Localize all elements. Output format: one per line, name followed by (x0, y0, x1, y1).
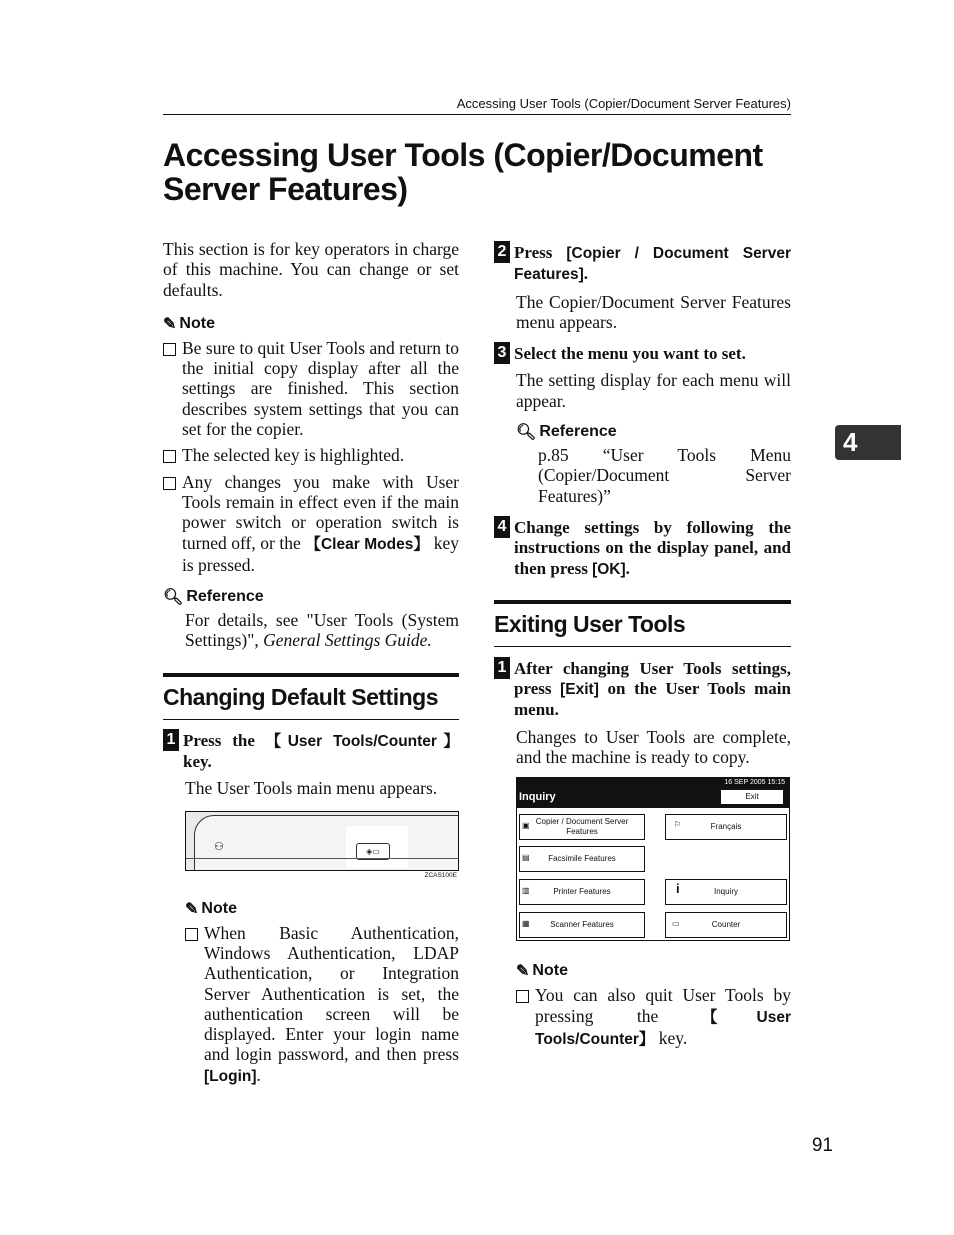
step-number: 1 (494, 657, 510, 679)
running-header: Accessing User Tools (Copier/Document Server Features) (163, 96, 791, 115)
step-1-exiting-description: Changes to User Tools are complete, and the machine is ready to copy. (516, 726, 791, 768)
step-3-description: The setting display for each menu will appear. (516, 370, 791, 411)
screen-scanner-button[interactable]: ▦ Scanner Features (519, 912, 645, 938)
reference-heading: 🔍︎ Reference (516, 423, 617, 442)
scanner-icon: ▦ (522, 919, 530, 929)
clear-modes-key: 【Clear Modes】 (305, 535, 430, 553)
user-tools-counter-button-icon: ◈▭ (356, 843, 390, 860)
list-item: Any changes you make with User Tools remain in effect even if the main power switch or operation switch is turned off, or the 【Clear Modes】 key is pressed. (163, 472, 459, 575)
screen-printer-button[interactable]: ▥ Printer Features (519, 879, 645, 905)
screen-copier-button[interactable]: ▣ Copier / Document Server Features (519, 814, 645, 840)
reference-heading: 🔍︎ Reference (163, 588, 264, 607)
page-number: 91 (811, 1135, 833, 1156)
ok-key: [OK] (592, 560, 626, 578)
reference-text: For details, see "User Tools (System Settings)", General Settings Guide. (185, 610, 459, 651)
list-item: The selected key is highlighted. (163, 445, 459, 465)
pencil-icon: ✎ (185, 900, 199, 918)
checkbox-bullet-icon (185, 928, 198, 941)
intro-paragraph: This section is for key operators in charge of this machine. You can change or set defaults. (163, 239, 459, 300)
step-1-changing: 1 Press the 【User Tools/Counter】 key. (163, 731, 459, 773)
chapter-tab: 4 (835, 425, 901, 460)
figure-caption: ZCAS100E (424, 871, 457, 879)
note-heading: ✎ Note (185, 899, 237, 918)
note-heading: ✎ Note (516, 962, 568, 981)
note-heading: ✎ Note (163, 314, 215, 333)
step-2: 2 Press [Copier / Document Server Features]. (494, 243, 791, 286)
checkbox-bullet-icon (163, 343, 176, 356)
control-panel-figure (185, 811, 459, 871)
screen-inquiry-button[interactable]: i Inquiry (665, 879, 787, 905)
step-1-description: The User Tools main menu appears. (185, 778, 438, 799)
language-icon: ⚐ (674, 820, 682, 830)
checkbox-bullet-icon (163, 450, 176, 463)
user-tools-counter-key: 【User Tools/Counter】 (265, 732, 460, 750)
magnifier-icon: 🔍︎ (163, 589, 184, 607)
counter-icon: ▭ (672, 919, 680, 929)
list-item: Be sure to quit User Tools and return to the initial copy display after all the settings are finished. This section describes system settings that you can set for the copier. (163, 338, 459, 439)
screen-datetime: 16 SEP 2005 15:15 (517, 778, 789, 787)
list-item: You can also quit User Tools by pressing the 【User Tools/Counter】 key. (516, 985, 791, 1050)
user-icon: ⚇ (214, 840, 224, 853)
screen-title: Inquiry (517, 787, 789, 808)
exit-key: [Exit] (560, 681, 599, 699)
checkbox-bullet-icon (516, 990, 529, 1003)
section-heading-changing: Changing Default Settings (163, 673, 459, 720)
copier-icon: ▣ (522, 821, 530, 831)
copier-document-server-features-key: [Copier / Document Server Features] (514, 245, 791, 284)
page-title: Accessing User Tools (Copier/Document Server Features) (163, 137, 763, 207)
step-2-description: The Copier/Document Server Features menu appears. (516, 291, 791, 332)
step-4: 4 Change settings by following the instructions on the display panel, and then press [OK]. (494, 518, 791, 580)
note-list (163, 338, 459, 575)
reference-text: p.85 “User Tools Menu (Copier/Document Server Features)” (538, 445, 791, 506)
screen-facsimile-button[interactable]: ▤ Facsimile Features (519, 846, 645, 872)
magnifier-icon: 🔍︎ (516, 424, 537, 442)
screen-language-button[interactable]: ⚐ Français (665, 814, 787, 840)
user-tools-counter-key: 【User Tools/Counter】 (535, 1008, 791, 1048)
screen-exit-button[interactable]: Exit (720, 789, 784, 805)
list-item: When Basic Authentication, Windows Authentication, LDAP Authentication, or Integration Server Authentication is set, the authentication screen will be displayed. Enter your login name and login password, and then press [Login]. (185, 923, 459, 1087)
checkbox-bullet-icon (163, 477, 176, 490)
step-1-exiting: 1 After changing User Tools settings, press [Exit] on the User Tools main menu. (494, 659, 791, 721)
printer-icon: ▥ (522, 886, 530, 896)
user-tools-screen-figure (516, 777, 790, 941)
section-heading-exiting: Exiting User Tools (494, 600, 791, 647)
right-column (494, 243, 791, 1050)
step-number: 1 (163, 729, 179, 751)
step-number: 2 (494, 241, 510, 263)
pencil-icon: ✎ (163, 315, 177, 333)
step-3: 3 Select the menu you want to set. (494, 344, 791, 364)
info-icon: i (676, 881, 680, 897)
screen-counter-button[interactable]: ▭ Counter (665, 912, 787, 938)
step-number: 3 (494, 342, 510, 364)
left-column (163, 239, 459, 1087)
step-number: 4 (494, 516, 510, 538)
login-key: [Login] (204, 1067, 257, 1085)
fax-icon: ▤ (522, 853, 530, 863)
pencil-icon: ✎ (516, 963, 530, 981)
